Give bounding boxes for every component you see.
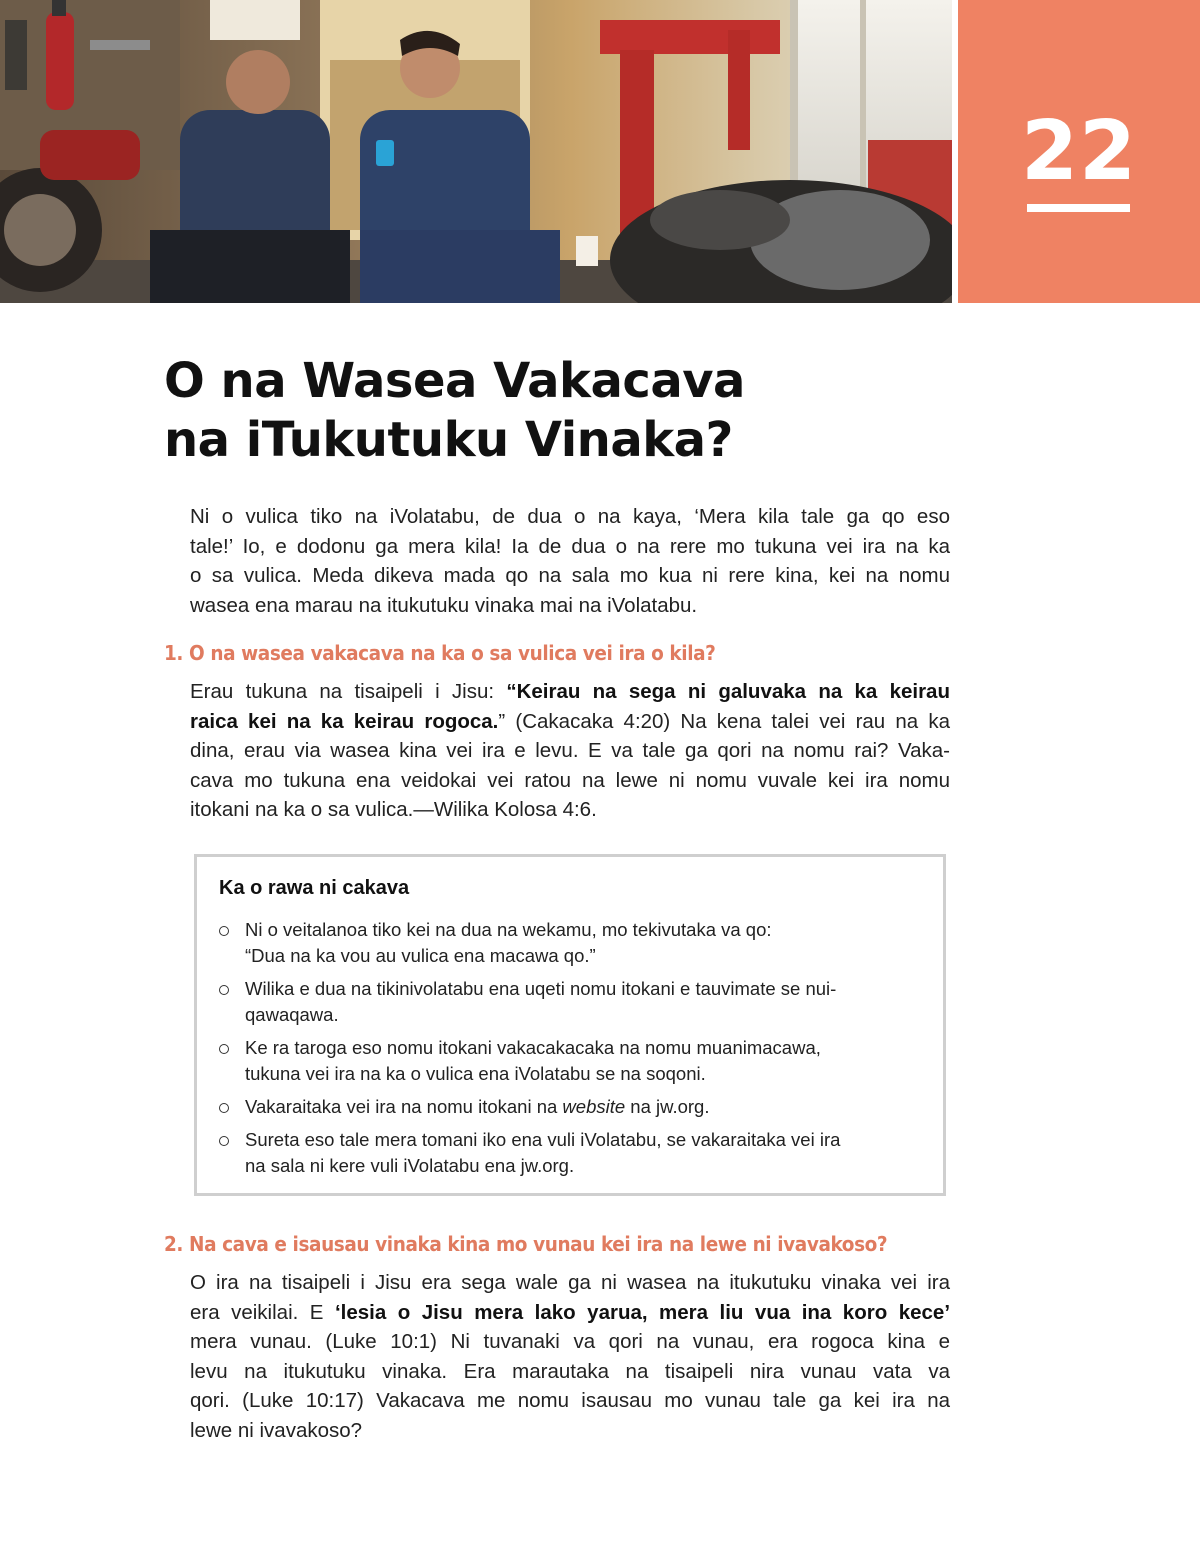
- section-2-line: levu na itukutuku vinaka. Era marautaka na tisaipeli nira vunau vata va: [190, 1359, 950, 1383]
- intro-line: wasea ena marau na itukutuku vinaka mai na iVolatabu.: [190, 593, 698, 617]
- circle-bullet-icon: [219, 1044, 229, 1054]
- section-1-line: itokani na ka o sa vulica.—Wilika Kolosa 4:6.: [190, 798, 597, 821]
- section-2-line: O ira na tisaipeli i Jisu era sega wale ga ni wasea na itukutuku vinaka vei ira: [190, 1271, 950, 1294]
- section-2-text: era veikilai. E: [190, 1300, 335, 1324]
- section-2-paragraph: [190, 1268, 950, 1445]
- activity-list: [219, 917, 919, 1186]
- activity-item: [219, 1127, 919, 1179]
- page-title-line-2: na iTukutuku Vinaka?: [164, 412, 733, 468]
- activity-item-text: na jw.org.: [625, 1096, 710, 1117]
- activity-item-line: na sala ni kere vuli iVolatabu ena jw.org.: [245, 1155, 575, 1176]
- intro-line: tale!’ Io, e dodonu ga mera kila! Ia de dua o na rere mo tukuna vei ira na ka: [190, 534, 950, 558]
- header-photo: [0, 0, 952, 303]
- section-1-text: ” (Cakacaka 4:20) Na kena talei vei rau na ka: [498, 709, 950, 733]
- activity-item-line: Ni o veitalanoa tiko kei na dua na wekamu, mo tekivutaka va qo:: [245, 919, 772, 940]
- activity-item-line: Ke ra taroga eso nomu itokani vakacakacaka na nomu muanimacawa,: [245, 1037, 821, 1058]
- activity-item-line: Sureta eso tale mera tomani iko ena vuli iVolatabu, se vakaraitaka vei ira: [245, 1129, 841, 1150]
- circle-bullet-icon: [219, 1103, 229, 1113]
- section-2-line: [190, 1298, 950, 1328]
- section-1-text: Erau tukuna na tisaipeli i Jisu:: [190, 680, 507, 703]
- question-2: 2. Na cava e isausau vinaka kina mo vunau kei ira na lewe ni ivavakoso?: [164, 1232, 888, 1256]
- activity-box-heading: Ka o rawa ni cakava: [219, 877, 410, 899]
- section-2-line: lewe ni ivavakoso?: [190, 1418, 363, 1442]
- circle-bullet-icon: [219, 926, 229, 936]
- section-2-line: qori. (Luke 10:17) Vakacava me nomu isausau mo vunau tale ga kei ira na: [190, 1389, 950, 1412]
- activity-item-text: Vakaraitaka vei ira na nomu itokani na: [245, 1096, 563, 1117]
- lesson-number-underline: [1027, 204, 1130, 212]
- intro-line: o sa vulica. Meda dikeva mada qo na sala mo kua ni rere kina, kei na nomu: [190, 564, 950, 587]
- scripture-quote: ‘lesia o Jisu mera lako yarua, mera liu vua ina koro kece’: [334, 1300, 951, 1324]
- activity-item: [219, 1035, 919, 1087]
- activity-item-line: tukuna vei ira na ka o vulica ena iVolatabu se na soqoni.: [245, 1063, 706, 1084]
- lesson-number: 22: [1020, 104, 1138, 199]
- photo-two-mechanics-in-garage-icon: [0, 0, 952, 303]
- question-1: 1. O na wasea vakacava na ka o sa vulica vei ira o kila?: [164, 641, 716, 665]
- circle-bullet-icon: [219, 985, 229, 995]
- section-1-line: cava mo tukuna ena veidokai vei ratou na lewe ni nomu vuvale kei ira nomu: [190, 768, 950, 792]
- section-1-line: [190, 677, 950, 707]
- intro-line: Ni o vulica tiko na iVolatabu, de dua o na kaya, ‘Mera kila tale ga qo eso: [190, 505, 950, 528]
- intro-paragraph: [190, 502, 950, 620]
- activity-box: [194, 854, 946, 1196]
- activity-item-line: [245, 1094, 919, 1120]
- section-1-paragraph: [190, 677, 950, 825]
- section-2-line: mera vunau. (Luke 10:1) Ni tuvanaki va qori na vunau, era rogoca kina e: [190, 1330, 950, 1353]
- page-title-line-1: O na Wasea Vakacava: [164, 353, 745, 409]
- scripture-quote: “Keirau na sega ni galuvaka na ka keirau: [506, 680, 950, 703]
- scripture-quote: raica kei na ka keirau rogoca.: [190, 709, 499, 733]
- activity-item-line: Wilika e dua na tikinivolatabu ena uqeti nomu itokani e tauvimate se nui-: [245, 978, 837, 999]
- activity-item-line: qawaqawa.: [245, 1004, 339, 1025]
- activity-item: [219, 1094, 919, 1120]
- activity-item-italic: website: [562, 1096, 626, 1117]
- activity-item: [219, 976, 919, 1028]
- page-title: [164, 352, 924, 470]
- section-1-line: [190, 707, 950, 737]
- section-1-line: dina, erau via wasea kina vei ira e levu. E va tale ga qori na nomu rai? Vaka-: [190, 739, 950, 762]
- lesson-number-box: [958, 0, 1200, 303]
- circle-bullet-icon: [219, 1136, 229, 1146]
- activity-item: [219, 917, 919, 969]
- activity-item-line: “Dua na ka vou au vulica ena macawa qo.”: [245, 945, 596, 966]
